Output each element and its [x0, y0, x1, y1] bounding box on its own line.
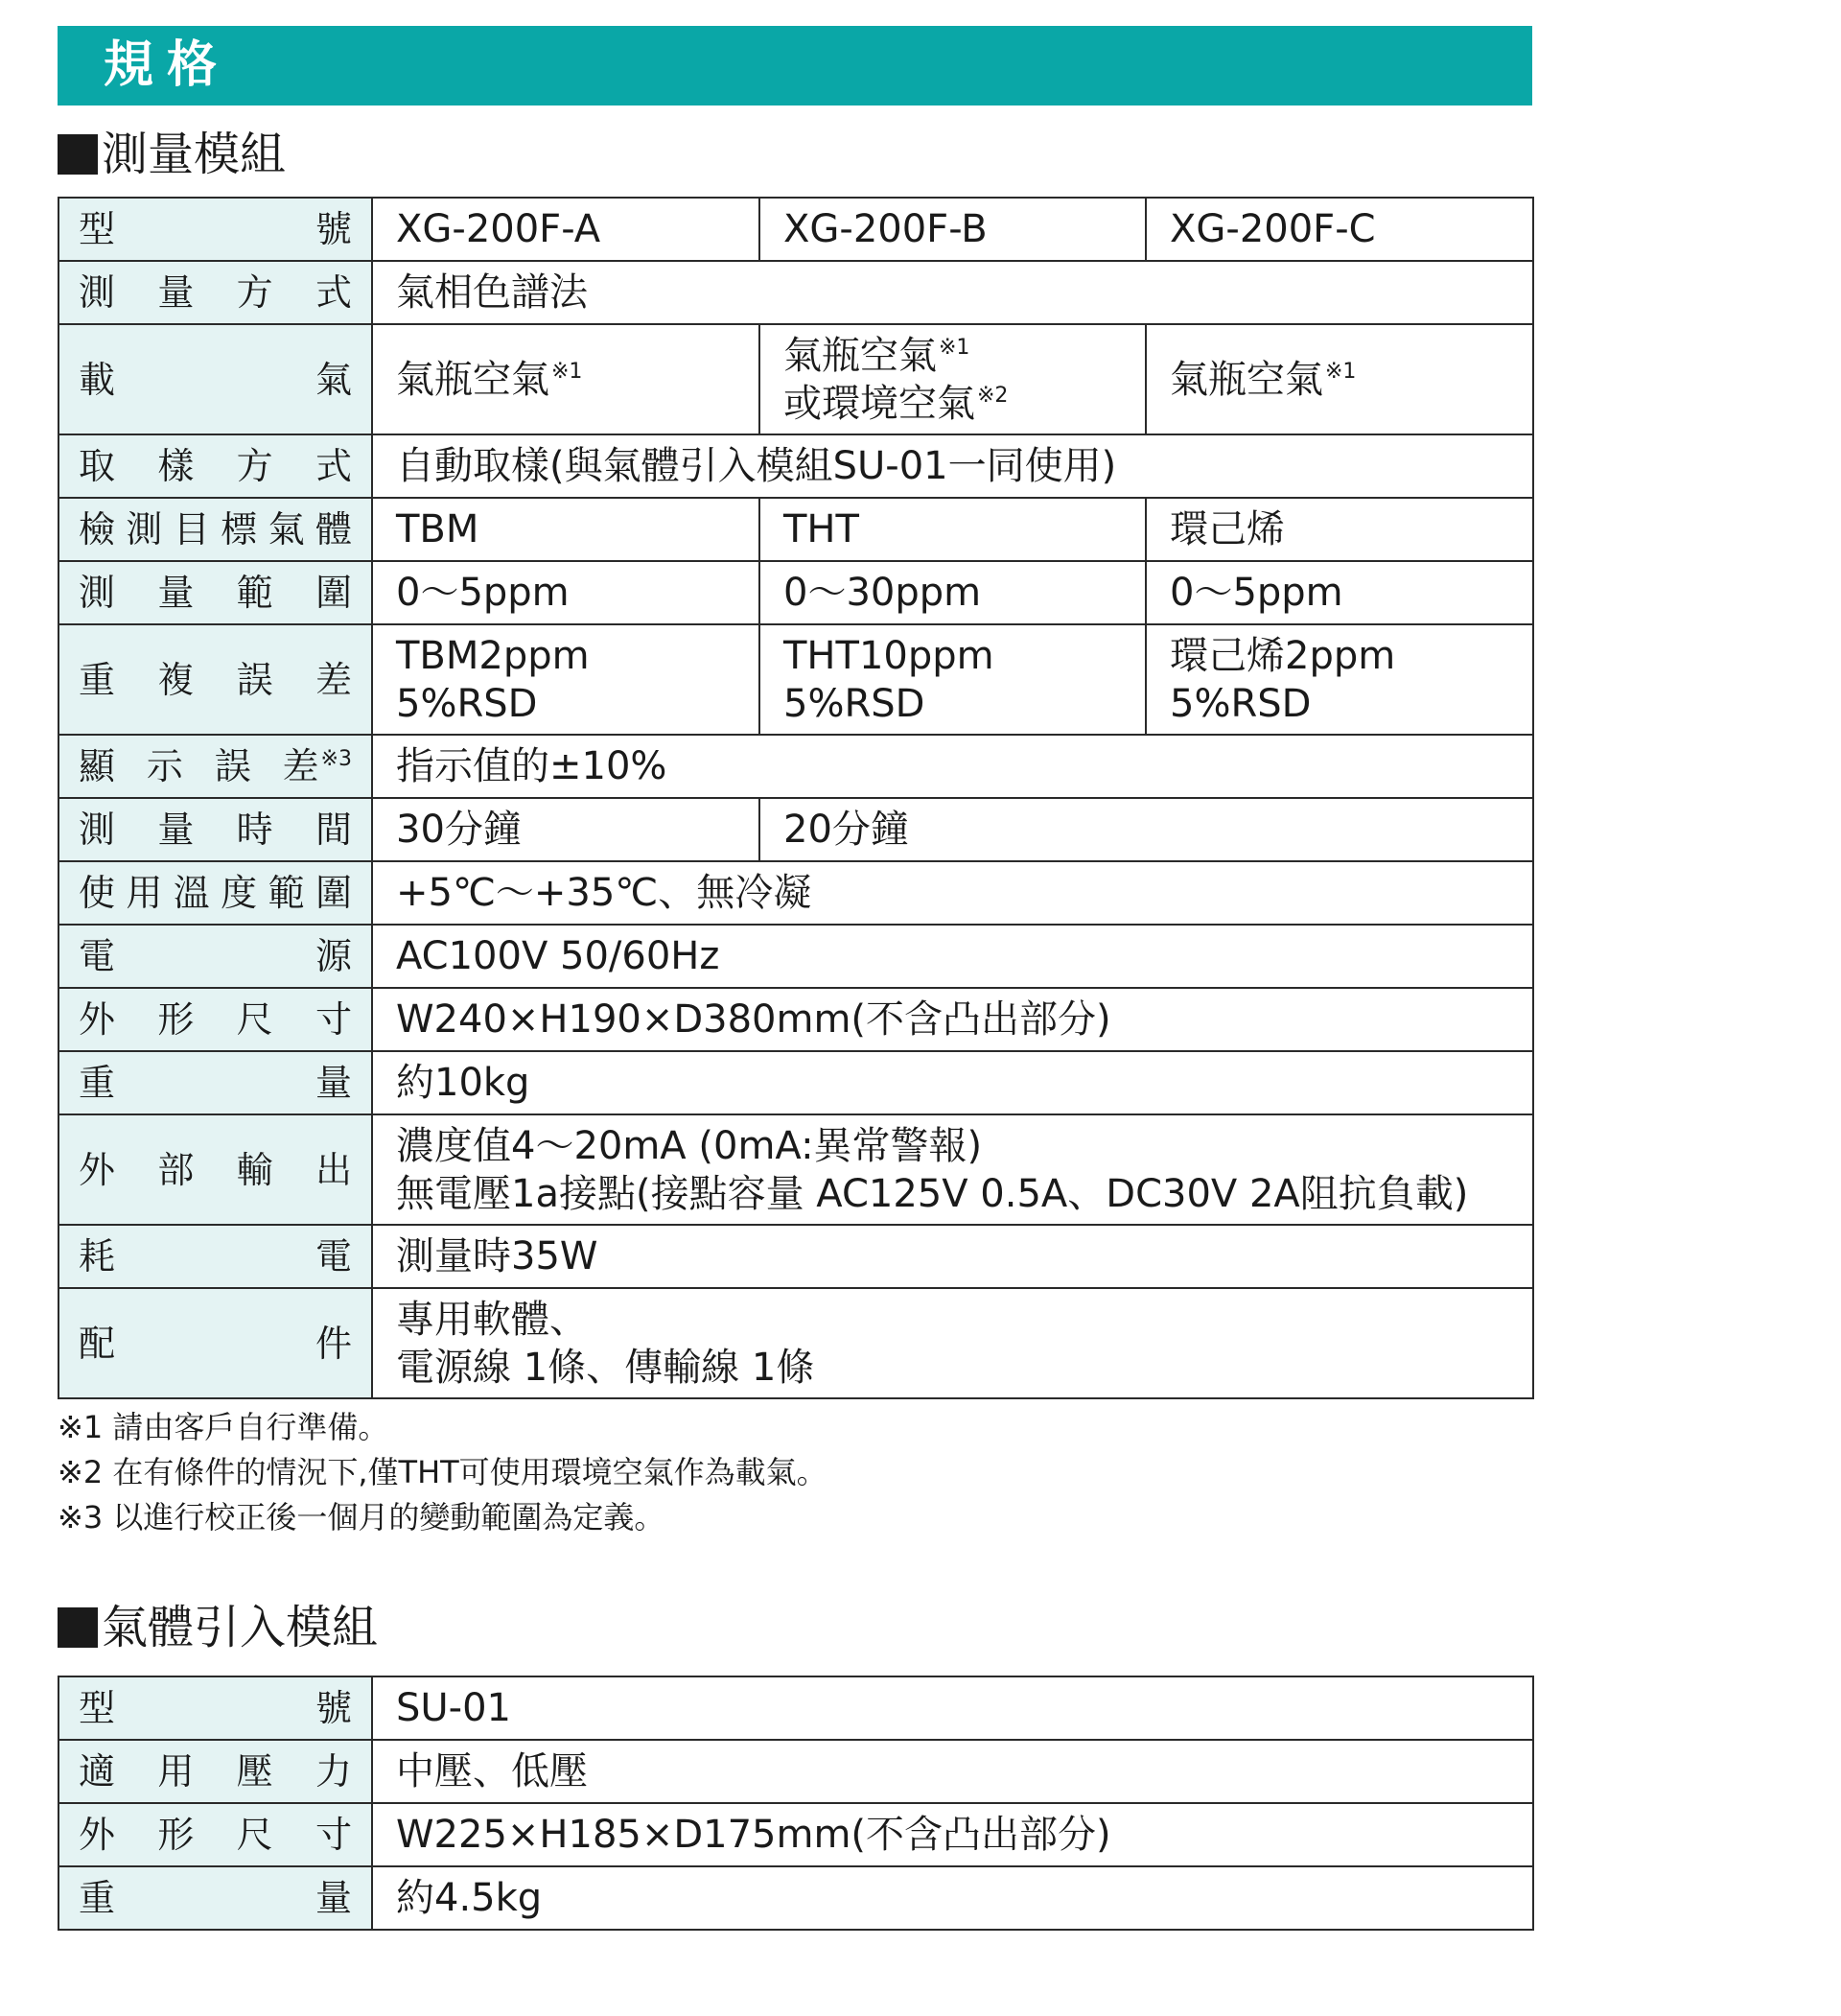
label-char: 樣: [157, 445, 195, 487]
value-cell: W225×H185×D175mm(不含凸出部分): [372, 1803, 1533, 1866]
label-char: 電: [315, 1235, 352, 1278]
label-char: 體: [315, 508, 352, 551]
row-label-text: [79, 742, 352, 790]
footnote-mark: ※2: [977, 384, 1009, 409]
row-label: [58, 798, 372, 861]
value-cell: 0〜5ppm: [372, 561, 759, 624]
row-label-text: [79, 505, 352, 553]
label-char: 溫: [173, 872, 210, 914]
label-char: 形: [157, 1814, 195, 1856]
value-cell: 環己烯: [1146, 498, 1533, 561]
row-label: [58, 1740, 372, 1803]
row-label-text: [79, 1059, 352, 1107]
label-char: 顯: [79, 745, 116, 787]
label-char: 源: [315, 935, 352, 977]
row-label: [58, 624, 372, 735]
footnote-line: ※3 以進行校正後一個月的變動範圍為定義。: [58, 1499, 665, 1535]
value-cell: 20分鐘: [759, 798, 1533, 861]
label-char: 度: [221, 872, 258, 914]
table-row: [58, 1676, 1533, 1740]
label-char: 式: [315, 445, 352, 487]
row-label-text: [79, 1811, 352, 1859]
label-char: 標: [221, 508, 258, 551]
footnote-mark: ※1: [551, 360, 583, 385]
gas-intake-module-title: 氣體引入模組: [102, 1601, 379, 1654]
label-char: 力: [315, 1750, 352, 1793]
cell-line: 氣瓶空氣$^{※1}$: [396, 357, 583, 402]
table-row: [58, 261, 1533, 324]
label-char: 用: [157, 1750, 195, 1793]
label-char: 外: [79, 1148, 116, 1191]
footnote-mark: ※3: [320, 747, 352, 772]
table-row: [58, 735, 1533, 798]
row-label: [58, 1225, 372, 1288]
row-label: [58, 434, 372, 498]
value-cell: 約4.5kg: [372, 1866, 1533, 1930]
table-row: [58, 1803, 1533, 1866]
value-cell: +5℃〜+35℃、無冷凝: [372, 861, 1533, 925]
label-char: 使: [79, 872, 116, 914]
row-label: [58, 1803, 372, 1866]
label-char: 誤: [236, 658, 273, 701]
table-row: [58, 925, 1533, 988]
value-cell: 0〜30ppm: [759, 561, 1146, 624]
row-label-text: [79, 806, 352, 854]
label-char: 範: [268, 872, 305, 914]
label-char: 出: [315, 1148, 352, 1191]
label-char: 量: [315, 1062, 352, 1104]
label-char: 測: [126, 508, 163, 551]
label-char: 範: [236, 572, 273, 614]
table-row: [58, 1051, 1533, 1114]
label-char: 件: [315, 1322, 352, 1365]
row-label: [58, 861, 372, 925]
row-label: [58, 561, 372, 624]
label-char: 圍: [315, 572, 352, 614]
label-char: 號: [315, 1687, 352, 1729]
label-char: 複: [157, 658, 195, 701]
value-cell: 30分鐘: [372, 798, 759, 861]
gas-intake-module-heading: [58, 1601, 378, 1654]
row-label-text: [79, 1684, 352, 1732]
label-char: 氣: [268, 508, 305, 551]
label-char: 型: [79, 208, 116, 250]
cell-line: 5%RSD: [1170, 681, 1312, 726]
value-cell: 測量時35W: [372, 1225, 1533, 1288]
cell-line: 無電壓1a接點(接點容量 AC125V 0.5A、DC30V 2A阻抗負載): [396, 1171, 1469, 1216]
label-char: 氣: [315, 358, 352, 401]
label-char: 重: [79, 1877, 116, 1919]
label-char: 適: [79, 1750, 116, 1793]
value-cell: [372, 1114, 1533, 1225]
table-row: [58, 988, 1533, 1051]
value-cell: [372, 1288, 1533, 1398]
value-cell: [1146, 624, 1533, 735]
value-cell: 自動取樣(與氣體引入模組SU-01一同使用): [372, 434, 1533, 498]
label-char: 尺: [236, 1814, 273, 1856]
label-char: 示: [146, 745, 183, 787]
label-char: 電: [79, 935, 116, 977]
label-char: 輸: [236, 1148, 273, 1191]
label-char: 檢: [79, 508, 116, 551]
table-row: [58, 198, 1533, 261]
footnote-mark: ※1: [1325, 360, 1357, 385]
measurement-spec-table: [58, 197, 1534, 1399]
value-cell: [372, 324, 759, 434]
label-char: 量: [157, 572, 195, 614]
table-row: [58, 324, 1533, 434]
label-char: 量: [315, 1877, 352, 1919]
row-label-text: [79, 269, 352, 316]
measurement-module-title: 測量模組: [102, 128, 287, 181]
value-cell: XG-200F-B: [759, 198, 1146, 261]
table-row: [58, 1114, 1533, 1225]
label-char: 方: [236, 445, 273, 487]
label-char: 目: [173, 508, 210, 551]
footnotes: [58, 1405, 827, 1540]
value-cell: XG-200F-A: [372, 198, 759, 261]
row-label-text: [79, 205, 352, 253]
measurement-module-heading: [58, 128, 286, 181]
cell-line: TBM2ppm: [396, 633, 590, 678]
cell-line: 氣瓶空氣$^{※1}$: [1170, 357, 1357, 402]
value-cell: 約10kg: [372, 1051, 1533, 1114]
table-row: [58, 1288, 1533, 1398]
cell-line: 濃度值4〜20mA (0mA:異常警報): [396, 1123, 983, 1168]
value-cell: W240×H190×D380mm(不含凸出部分): [372, 988, 1533, 1051]
row-label-text: [79, 996, 352, 1043]
label-char: 重: [79, 658, 116, 701]
label-char: 取: [79, 445, 116, 487]
row-label-text: [79, 1320, 352, 1368]
table-row: [58, 624, 1533, 735]
cell-line: 環己烯2ppm: [1170, 633, 1396, 678]
black-square-icon: [58, 134, 98, 175]
row-label-text: [79, 356, 352, 404]
label-char: 式: [315, 271, 352, 314]
row-label-text: [79, 656, 352, 704]
value-cell: AC100V 50/60Hz: [372, 925, 1533, 988]
value-cell: 指示值的±10%: [372, 735, 1533, 798]
row-label: [58, 1866, 372, 1930]
row-label-text: [79, 1874, 352, 1922]
row-label-text: [79, 932, 352, 980]
cell-line: 或環境空氣$^{※2}$: [783, 381, 1009, 426]
label-char: 型: [79, 1687, 116, 1729]
label-char: 間: [315, 809, 352, 851]
label-char: 載: [79, 358, 116, 401]
label-char: 寸: [315, 998, 352, 1041]
value-cell: SU-01: [372, 1676, 1533, 1740]
table-row: [58, 561, 1533, 624]
row-label: [58, 1051, 372, 1114]
cell-line: 電源線 1條、傳輸線 1條: [396, 1345, 815, 1390]
cell-line: 5%RSD: [396, 681, 538, 726]
label-char: 外: [79, 998, 116, 1041]
label-char: 號: [315, 208, 352, 250]
row-label: [58, 324, 372, 434]
value-cell: [372, 624, 759, 735]
label-char: 尺: [236, 998, 273, 1041]
row-label: [58, 988, 372, 1051]
row-label: [58, 261, 372, 324]
table-row: [58, 798, 1533, 861]
value-cell: THT: [759, 498, 1146, 561]
label-char: 部: [157, 1148, 195, 1191]
row-label: [58, 925, 372, 988]
label-char: 外: [79, 1814, 116, 1856]
row-label: [58, 1676, 372, 1740]
table-row: [58, 861, 1533, 925]
table-row: [58, 1740, 1533, 1803]
row-label-text: [79, 1146, 352, 1194]
label-char: 圍: [315, 872, 352, 914]
value-cell: TBM: [372, 498, 759, 561]
table-row: [58, 434, 1533, 498]
cell-line: THT10ppm: [783, 633, 994, 678]
label-char: 用: [126, 872, 163, 914]
footnote-mark: ※1: [939, 336, 970, 361]
label-char: 測: [79, 572, 116, 614]
label-char: 形: [157, 998, 195, 1041]
value-cell: 0〜5ppm: [1146, 561, 1533, 624]
label-char: 方: [236, 271, 273, 314]
cell-line: 專用軟體、: [396, 1297, 588, 1342]
cell-line: 氣瓶空氣$^{※1}$: [783, 333, 970, 378]
row-label-text: [79, 1747, 352, 1795]
label-char: 測: [79, 809, 116, 851]
cell-line: 5%RSD: [783, 681, 925, 726]
row-label: [58, 198, 372, 261]
label-char: 寸: [315, 1814, 352, 1856]
table-row: [58, 1225, 1533, 1288]
value-cell: [759, 624, 1146, 735]
table-row: [58, 1866, 1533, 1930]
banner-title: 規格: [104, 36, 231, 94]
label-char: 時: [236, 809, 273, 851]
gas-intake-spec-table: [58, 1676, 1534, 1931]
table-row: [58, 498, 1533, 561]
row-label-text: [79, 569, 352, 617]
row-label: [58, 1288, 372, 1398]
row-label: [58, 735, 372, 798]
value-cell: 氣相色譜法: [372, 261, 1533, 324]
label-char: 量: [157, 271, 195, 314]
row-label: [58, 498, 372, 561]
label-char: 重: [79, 1062, 116, 1104]
label-char: 量: [157, 809, 195, 851]
row-label: [58, 1114, 372, 1225]
label-char: 測: [79, 271, 116, 314]
black-square-icon: [58, 1607, 98, 1648]
footnote-line: ※2 在有條件的情況下,僅THT可使用環境空氣作為載氣。: [58, 1454, 827, 1490]
value-cell: 中壓、低壓: [372, 1740, 1533, 1803]
label-char: 耗: [79, 1235, 116, 1278]
row-label-text: [79, 442, 352, 490]
row-label-text: [79, 1232, 352, 1280]
footnote-line: ※1 請由客戶自行準備。: [58, 1409, 389, 1445]
label-char: 配: [79, 1322, 116, 1365]
label-char: 壓: [236, 1750, 273, 1793]
row-label-text: [79, 869, 352, 917]
section-banner: [58, 26, 1532, 105]
value-cell: [759, 324, 1146, 434]
value-cell: XG-200F-C: [1146, 198, 1533, 261]
value-cell: [1146, 324, 1533, 434]
label-char: 差$^{※3}$: [282, 745, 352, 787]
label-char: 差: [315, 658, 352, 701]
label-char: 誤: [214, 745, 251, 787]
